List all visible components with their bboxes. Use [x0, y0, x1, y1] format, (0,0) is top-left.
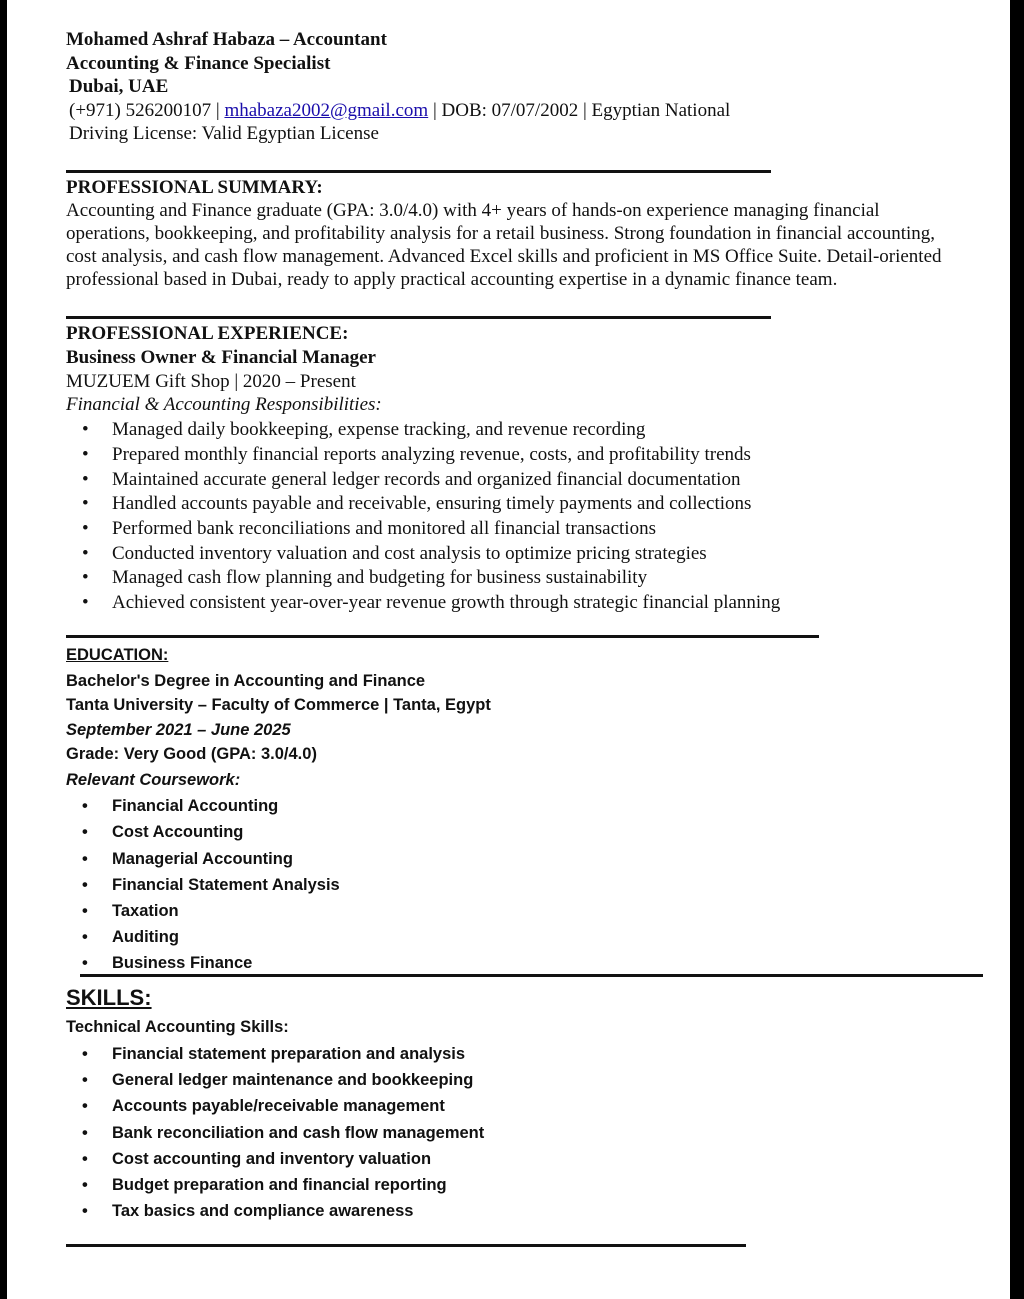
education-heading: EDUCATION:: [66, 646, 169, 664]
email-link[interactable]: mhabaza2002@gmail.com: [224, 99, 429, 121]
nationality: Egyptian National: [591, 99, 731, 121]
summary-heading: PROFESSIONAL SUMMARY:: [66, 177, 323, 198]
job-role: Business Owner & Financial Manager: [66, 346, 376, 368]
divider: [66, 316, 771, 319]
separator: |: [578, 99, 592, 121]
list-item: • Managed daily bookkeeping, expense tracking, and revenue recording: [66, 418, 780, 443]
list-item: • Prepared monthly financial reports analyzing revenue, costs, and profitability trends: [66, 443, 780, 468]
divider: [66, 635, 819, 638]
skills-section: [66, 983, 484, 1224]
coursework-heading: Relevant Coursework:: [66, 771, 241, 790]
list-item: • Handled accounts payable and receivable, ensuring timely payments and collections: [66, 492, 780, 517]
divider: [80, 974, 983, 977]
grade: Grade: Very Good (GPA: 3.0/4.0): [66, 744, 317, 763]
summary-line: operations, bookkeeping, and profitability analysis for a retail business. Strong foundation in financial accounting,: [66, 223, 936, 244]
contact-header: [66, 28, 730, 146]
list-item: • Conducted inventory valuation and cost analysis to optimize pricing strategies: [66, 542, 780, 567]
contact-line: [69, 99, 730, 123]
university: Tanta University – Faculty of Commerce | Tanta, Egypt: [66, 696, 491, 715]
list-item: • Bank reconciliation and cash flow management: [66, 1120, 484, 1146]
experience-section: [66, 322, 780, 616]
list-item: • Cost accounting and inventory valuation: [66, 1146, 484, 1172]
name-title: Mohamed Ashraf Habaza – Accountant: [66, 29, 387, 50]
skills-subheading: Technical Accounting Skills:: [66, 1018, 289, 1036]
skills-list: [66, 1041, 484, 1224]
subtitle: Accounting & Finance Specialist: [66, 52, 331, 74]
list-item: • Cost Accounting: [66, 819, 491, 845]
summary-line: professional based in Dubai, ready to apply practical accounting expertise in a dynamic finance team.: [66, 269, 838, 290]
separator: |: [211, 99, 225, 121]
dates: September 2021 – June 2025: [66, 720, 291, 739]
driving-license: Driving License: Valid Egyptian License: [69, 123, 379, 144]
list-item: • Performed bank reconciliations and monitored all financial transactions: [66, 517, 780, 542]
list-item: • Managed cash flow planning and budgeting for business sustainability: [66, 566, 780, 591]
education-section: [66, 643, 491, 977]
list-item: • Taxation: [66, 898, 491, 924]
divider: [66, 1244, 746, 1247]
list-item: • General ledger maintenance and bookkeeping: [66, 1067, 484, 1093]
list-item: • Managerial Accounting: [66, 846, 491, 872]
company: MUZUEM Gift Shop | 2020 – Present: [66, 370, 356, 392]
skills-heading: SKILLS:: [66, 985, 152, 1010]
list-item: • Achieved consistent year-over-year revenue growth through strategic financial planning: [66, 591, 780, 616]
list-item: • Budget preparation and financial reporting: [66, 1172, 484, 1198]
responsibilities-heading: Financial & Accounting Responsibilities:: [66, 394, 382, 416]
list-item: • Tax basics and compliance awareness: [66, 1198, 484, 1224]
list-item: • Financial statement preparation and analysis: [66, 1041, 484, 1067]
responsibilities-list: [66, 418, 780, 616]
resume-page: [7, 0, 1010, 1299]
list-item: • Accounts payable/receivable management: [66, 1093, 484, 1119]
degree: Bachelor's Degree in Accounting and Finance: [66, 672, 426, 691]
list-item: • Maintained accurate general ledger records and organized financial documentation: [66, 468, 780, 493]
summary-line: cost analysis, and cash flow management. Advanced Excel skills and proficient in MS Office Suite. Detail-oriented: [66, 246, 942, 267]
phone: (+971) 526200107: [69, 99, 212, 121]
list-item: • Financial Accounting: [66, 793, 491, 819]
summary-line: Accounting and Finance graduate (GPA: 3.0/4.0) with 4+ years of hands-on experience managing financial: [66, 200, 880, 221]
list-item: • Financial Statement Analysis: [66, 872, 491, 898]
dob: DOB: 07/07/2002: [441, 99, 579, 121]
separator: |: [428, 99, 442, 121]
summary-section: [66, 176, 942, 291]
location: Dubai, UAE: [69, 76, 169, 97]
divider: [66, 170, 771, 173]
list-item: • Auditing: [66, 924, 491, 950]
coursework-list: [66, 793, 491, 976]
list-item: • Business Finance: [66, 950, 491, 976]
experience-heading: PROFESSIONAL EXPERIENCE:: [66, 323, 349, 344]
